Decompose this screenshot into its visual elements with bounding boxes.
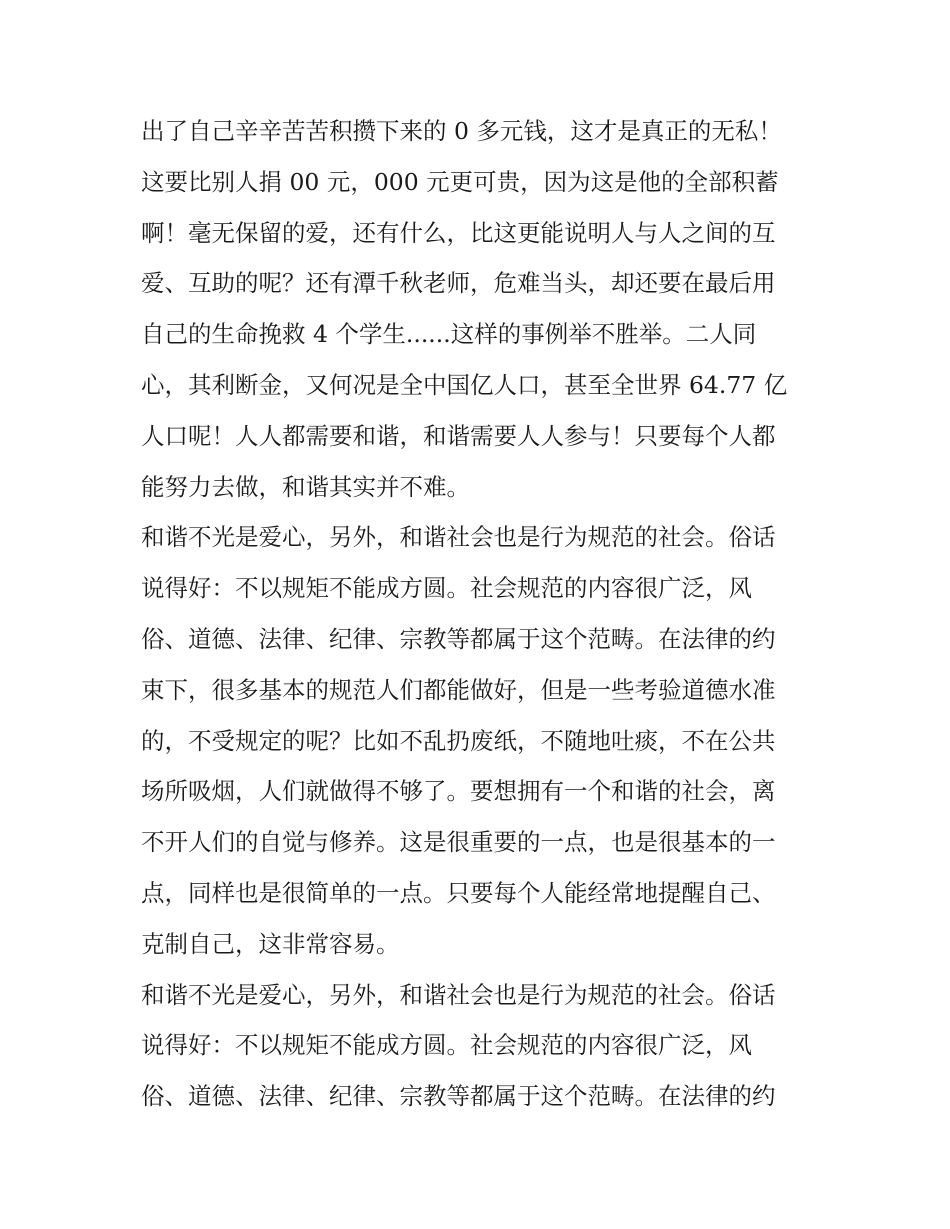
text-line: 自己的生命挽救 4 个学生......这样的事例举不胜举。二人同 (141, 320, 757, 349)
text-line: 说得好：不以规矩不能成方圆。社会规范的内容很广泛，风 (141, 574, 752, 603)
text-line: 人口呢！人人都需要和谐，和谐需要人人参与！只要每个人都 (141, 421, 776, 450)
text-line: 不开人们的自觉与修养。这是很重要的一点，也是很基本的一 (141, 828, 776, 857)
text-line: 俗、道德、法律、纪律、宗教等都属于这个范畴。在法律的约 (141, 624, 776, 653)
body-text (141, 106, 821, 1122)
text-line: 能努力去做，和谐其实并不难。 (141, 472, 470, 501)
text-line: 说得好：不以规矩不能成方圆。社会规范的内容很广泛，风 (141, 1031, 752, 1060)
text-line: 啊！毫无保留的爱，还有什么，比这更能说明人与人之间的互 (141, 218, 776, 247)
text-line: 和谐不光是爱心，另外，和谐社会也是行为规范的社会。俗话 (141, 980, 776, 1009)
text-line: 这要比别人捐 00 元，000 元更可贵，因为这是他的全部积蓄 (141, 167, 779, 196)
text-line: 出了自己辛辛苦苦积攒下来的 0 多元钱，这才是真正的无私！ (141, 117, 782, 145)
text-line: 和谐不光是爱心，另外，和谐社会也是行为规范的社会。俗话 (141, 523, 776, 552)
text-line: 心，其利断金，又何况是全中国亿人口，甚至全世界 64.77 亿 (141, 370, 788, 399)
text-line: 的，不受规定的呢？比如不乱扔废纸，不随地吐痰，不在公共 (141, 726, 776, 755)
text-line: 爱、互助的呢？还有潭千秋老师，危难当头，却还要在最后用 (141, 269, 776, 298)
text-line: 克制自己，这非常容易。 (141, 929, 400, 958)
text-line: 场所吸烟，人们就做得不够了。要想拥有一个和谐的社会，离 (141, 777, 776, 806)
text-line: 束下，很多基本的规范人们都能做好，但是一些考验道德水准 (141, 675, 776, 704)
text-line: 俗、道德、法律、纪律、宗教等都属于这个范畴。在法律的约 (141, 1082, 776, 1111)
text-line: 点，同样也是很简单的一点。只要每个人能经常地提醒自己、 (141, 878, 776, 907)
